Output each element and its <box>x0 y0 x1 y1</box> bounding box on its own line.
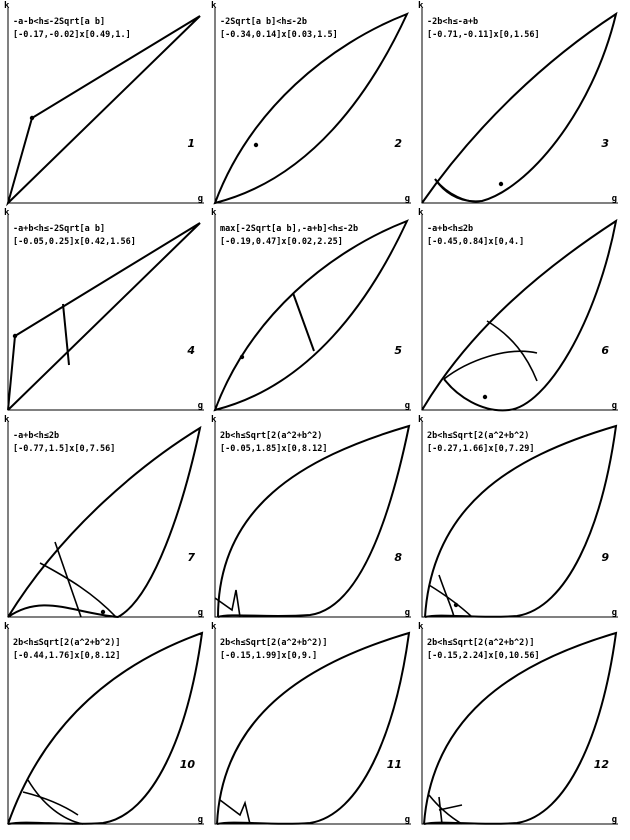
axis-g-label: g <box>197 608 203 618</box>
panel-range: [-0.15,1.99]x[0,9.] <box>220 651 318 661</box>
region-outline <box>424 633 616 824</box>
axis-g-label: g <box>197 815 203 825</box>
axis-g-label: g <box>611 815 617 825</box>
panel-condition: 2b<h≤Sqrt[2(a^2+b^2)] <box>13 638 121 648</box>
panel-range: [-0.45,0.84]x[0,4.] <box>427 237 525 247</box>
panel-number: 11 <box>386 758 402 771</box>
panel-number: 6 <box>601 344 609 357</box>
panel-condition: -a+b<h≤-2Sqrt[a b] <box>13 224 106 234</box>
panel-8 <box>210 415 416 624</box>
panel-range: [-0.34,0.14]x[0.03,1.5] <box>220 30 338 40</box>
panel-condition: -2b<h≤-a+b <box>427 17 479 27</box>
axis-g-label: g <box>197 401 203 411</box>
panel-condition: 2b<h≤Sqrt[2(a^2+b^2)] <box>427 638 535 648</box>
panel-range: [-0.44,1.76]x[0,8.12] <box>13 651 121 661</box>
critical-point <box>483 395 487 399</box>
axis-g-label: g <box>611 401 617 411</box>
panel-condition: 2b<h≤Sqrt[2(a^2+b^2) <box>220 431 323 441</box>
panel-number: 2 <box>394 137 402 150</box>
panel-5 <box>210 208 416 417</box>
axis-k-label: k <box>211 208 217 218</box>
region-outline <box>215 221 407 410</box>
panel-6 <box>417 208 623 417</box>
panel-9 <box>417 415 623 624</box>
region-outline <box>8 223 200 410</box>
critical-point <box>454 603 458 607</box>
critical-point <box>499 182 503 186</box>
panel-number: 9 <box>601 551 609 564</box>
panel-number: 8 <box>394 551 402 564</box>
critical-point <box>30 116 34 120</box>
axis-k-label: k <box>4 208 10 218</box>
panel-11 <box>210 622 416 831</box>
axis-g-label: g <box>404 194 410 204</box>
panel-number: 7 <box>187 551 195 564</box>
critical-point <box>101 610 105 614</box>
panel-number: 5 <box>394 344 402 357</box>
axis-k-label: k <box>211 1 217 11</box>
axis-g-label: g <box>197 194 203 204</box>
separatrix <box>220 800 250 824</box>
panel-12 <box>417 622 623 831</box>
axis-k-label: k <box>4 415 10 425</box>
panel-condition: -a+b<h≤2b <box>13 431 60 441</box>
separatrix <box>429 585 472 617</box>
region-outline <box>217 633 409 824</box>
axis-g-label: g <box>611 194 617 204</box>
panel-condition: -2Sqrt[a b]<h≤-2b <box>220 17 307 27</box>
separatrix <box>439 575 454 617</box>
panel-number: 10 <box>179 758 195 771</box>
region-outline <box>422 14 616 203</box>
panel-number: 3 <box>601 137 609 150</box>
region-outline <box>218 426 409 617</box>
separatrix <box>293 293 314 351</box>
panel-condition: -a-b<h≤-2Sqrt[a b] <box>13 17 106 27</box>
panel-4 <box>3 208 209 417</box>
panel-10 <box>3 622 209 831</box>
separatrix <box>439 797 462 824</box>
panel-3 <box>417 1 623 210</box>
axis-k-label: k <box>211 622 217 632</box>
panel-range: [-0.77,1.5]x[0,7.56] <box>13 444 116 454</box>
panel-condition: max[-2Sqrt[a b],-a+b]<h≤-2b <box>220 224 359 234</box>
panel-range: [-0.17,-0.02]x[0.49,1.] <box>13 30 131 40</box>
critical-point <box>254 143 258 147</box>
panel-condition: -a+b<h≤2b <box>427 224 474 234</box>
panel-range: [-0.15,2.24]x[0,10.56] <box>427 651 540 661</box>
panel-number: 12 <box>593 758 609 771</box>
critical-point <box>13 334 17 338</box>
panel-1 <box>3 1 209 210</box>
separatrix <box>429 795 462 824</box>
panel-range: [-0.05,1.85]x[0,8.12] <box>220 444 328 454</box>
panel-range: [-0.19,0.47]x[0.02,2.25] <box>220 237 343 247</box>
axis-g-label: g <box>404 401 410 411</box>
panel-number: 1 <box>187 137 195 150</box>
panel-condition: 2b<h≤Sqrt[2(a^2+b^2)] <box>220 638 328 648</box>
critical-point <box>240 355 244 359</box>
axis-k-label: k <box>418 1 424 11</box>
axis-k-label: k <box>418 208 424 218</box>
axis-g-label: g <box>404 815 410 825</box>
region-outline <box>215 14 407 203</box>
axis-k-label: k <box>418 415 424 425</box>
panel-7 <box>3 415 209 624</box>
axis-g-label: g <box>611 608 617 618</box>
separatrix <box>23 792 78 815</box>
region-outline <box>425 426 616 617</box>
axis-k-label: k <box>4 1 10 11</box>
panel-number: 4 <box>187 344 195 357</box>
region-outline <box>8 16 200 203</box>
region-outline <box>8 428 200 617</box>
axis-g-label: g <box>404 608 410 618</box>
axis-k-label: k <box>418 622 424 632</box>
region-outline <box>422 221 616 410</box>
panel-range: [-0.71,-0.11]x[0,1.56] <box>427 30 540 40</box>
panel-range: [-0.27,1.66]x[0,7.29] <box>427 444 535 454</box>
axis-k-label: k <box>211 415 217 425</box>
panel-condition: 2b<h≤Sqrt[2(a^2+b^2) <box>427 431 530 441</box>
panel-2 <box>210 1 416 210</box>
axis-k-label: k <box>4 622 10 632</box>
panel-range: [-0.05,0.25]x[0.42,1.56] <box>13 237 136 247</box>
